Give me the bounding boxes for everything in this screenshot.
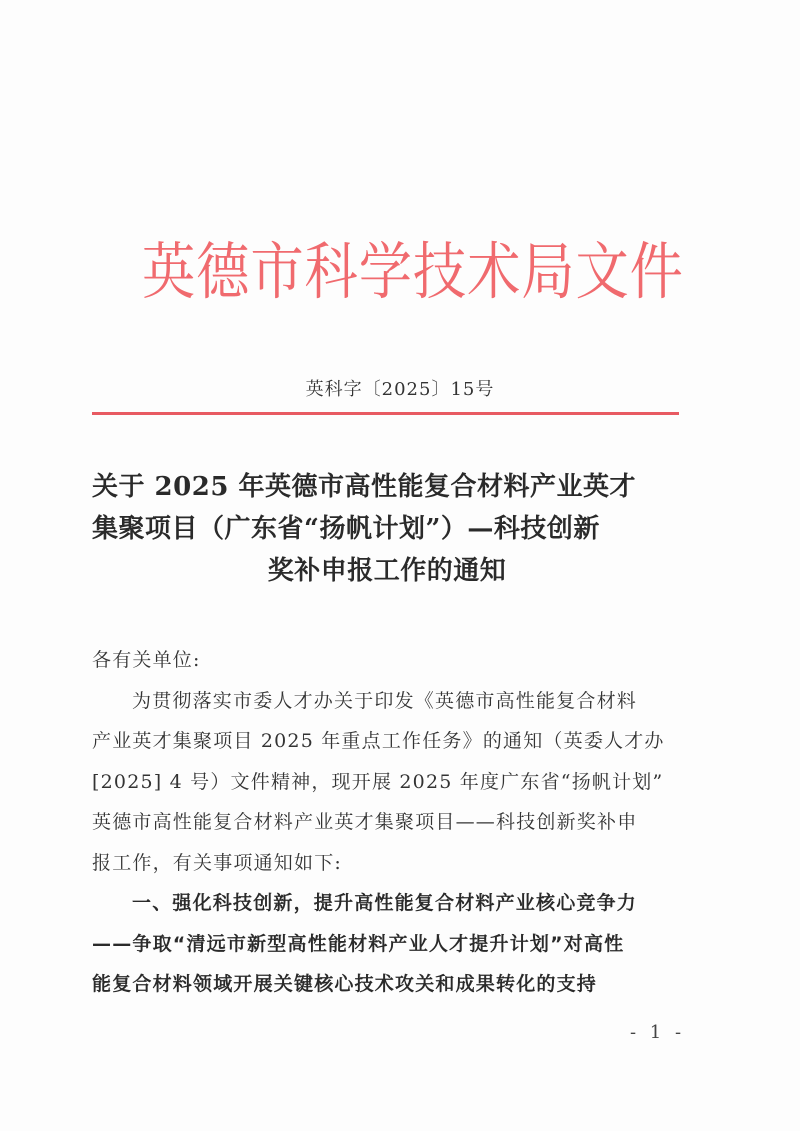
notice-title-line: 奖补申报工作的通知 — [267, 556, 507, 586]
salutation: 各有关单位: — [92, 649, 201, 671]
red-divider-line — [92, 412, 679, 415]
paragraph-line: 报工作，有关事项通知如下: — [92, 851, 343, 874]
section-heading-line: 能复合材料领域开展关键核心技术攻关和成果转化的支持 — [92, 973, 598, 995]
paragraph-line: 产业英才集聚项目 2025 年重点工作任务》的通知（英委人才办 — [92, 730, 665, 752]
issuing-authority-header: 英德市科学技术局文件 — [142, 235, 684, 308]
section-heading-line: 一、强化科技创新，提升高性能复合材料产业核心竞争力 — [132, 892, 638, 914]
page-number: - 1 - — [630, 1022, 686, 1043]
paragraph-line: 英德市高性能复合材料产业英才集聚项目——科技创新奖补申 — [92, 811, 638, 833]
section-heading-line: ——争取“清远市新型高性能材料产业人才提升计划”对高性 — [92, 932, 625, 955]
paragraph-line: 为贯彻落实市委人才办关于印发《英德市高性能复合材料 — [132, 689, 638, 712]
paragraph-line: [2025] 4 号）文件精神，现开展 2025 年度广东省“扬帆计划” — [92, 770, 664, 793]
document-number: 英科字〔2025〕15号 — [305, 379, 495, 400]
notice-body — [92, 640, 682, 1005]
notice-title — [92, 466, 682, 592]
notice-title-line: 关于 2025 年英德市高性能复合材料产业英才 — [92, 472, 636, 502]
notice-title-line: 集聚项目（广东省“扬帆计划”）—科技创新 — [92, 514, 600, 544]
